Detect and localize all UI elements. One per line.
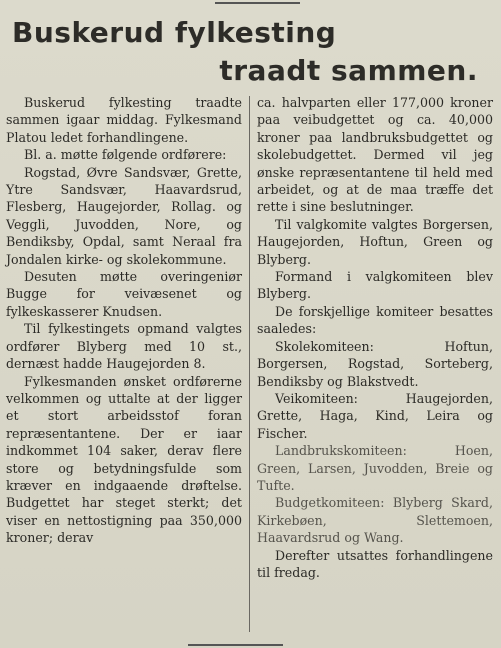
paragraph: Veikomiteen: Haugejorden, Grette, Haga, Kind, Leira og Fischer. bbox=[257, 390, 493, 441]
left-column bbox=[6, 94, 242, 547]
paragraph: Rogstad, Øvre Sandsvær, Grette, Ytre Sandsvær, Haavardsrud, Flesberg, Haugejorder, Rollag. og Veggli, Juvodden, Nore, og Bendiksby, Opdal, samt Neraal fra Jondalen kirke- og skolekommune. bbox=[6, 164, 242, 267]
headline-line-2: traadt sammen. bbox=[219, 54, 478, 87]
top-rule bbox=[215, 2, 300, 4]
column-divider bbox=[249, 96, 250, 632]
paragraph: Buskerud fylkesting traadte sammen igaar middag. Fylkesmand Platou ledet forhandlingene. bbox=[6, 95, 242, 145]
paragraph: Skolekomiteen: Hoftun, Borgersen, Rogstad, Sorteberg, Bendiksby og Blakstvedt. bbox=[257, 338, 493, 389]
paragraph: Budgetkomiteen: Blyberg Skard, Kirkebøen, Slettemoen, Haavardsrud og Wang. bbox=[257, 495, 493, 546]
paragraph: Til fylkestingets opmand valgtes ordfører Blyberg med 10 st., dernæst hadde Haugejorden 8. bbox=[6, 321, 242, 372]
paragraph: Landbrukskomiteen: Hoen, Green, Larsen, Juvodden, Breie og Tufte. bbox=[257, 443, 493, 493]
paragraph: Desuten møtte overingeniør Bugge for veivæsenet og fylkeskasserer Knudsen. bbox=[6, 269, 242, 319]
paragraph: Bl. a. møtte følgende ordførere: bbox=[24, 147, 227, 163]
paragraph: De forskjellige komiteer besattes saaledes: bbox=[257, 303, 493, 337]
article-body bbox=[6, 94, 494, 634]
paragraph: Derefter utsattes forhandlingene til fredag. bbox=[257, 547, 493, 580]
headline-line-1: Buskerud fylkesting bbox=[12, 16, 337, 49]
right-column bbox=[257, 94, 493, 581]
headline bbox=[12, 14, 482, 90]
bottom-rule bbox=[188, 644, 283, 646]
paragraph: Fylkesmanden ønsket ordførerne velkommen og uttalte at der ligger et stort arbeidsstof foran repræsentantene. Der er iaar indkommet 104 saker, derav flere store og betydningsfulde som kræver en indgaaende drøftelse. Budgettet har steget sterkt; det viser en nettostigning paa 350,000 kroner; derav bbox=[6, 373, 242, 546]
paragraph: Til valgkomite valgtes Borgersen, Haugejorden, Hoftun, Green og Blyberg. bbox=[257, 216, 493, 267]
paragraph: Formand i valgkomiteen blev Blyberg. bbox=[257, 269, 493, 302]
paragraph: ca. halvparten eller 177,000 kroner paa veibudgettet og ca. 40,000 kroner paa landbruksbudgettet og skolebudgettet. Dermed vil jeg ønske repræsentantene til held med arbeidet, og at de maa træffe det rette i sine beslutninger. bbox=[257, 95, 493, 215]
